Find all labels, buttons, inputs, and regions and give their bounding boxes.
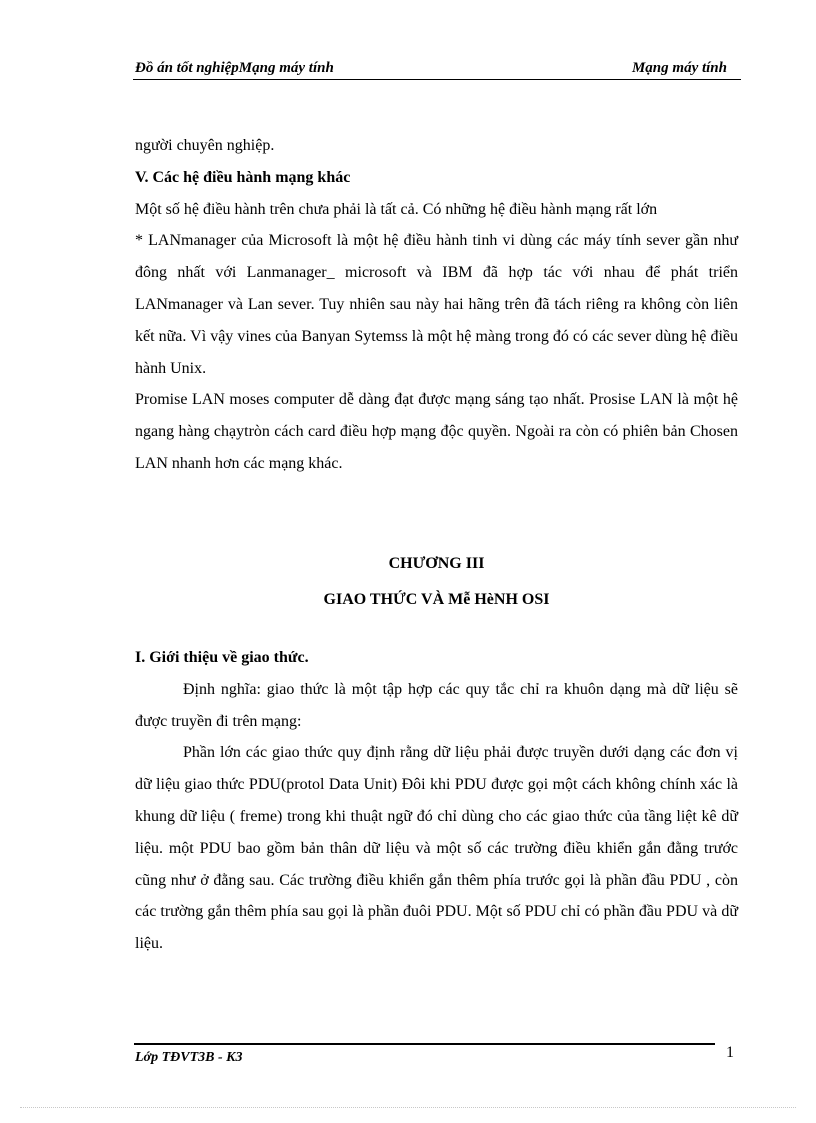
page-header xyxy=(133,57,741,80)
paragraph-promise-lan: Promise LAN moses computer dễ dàng đạt được mạng sáng tạo nhất. Prosise LAN là một hệ ngang hàng chạytròn cách card điều hợp mạng độc quyền. Ngoài ra còn có phiên bản Chosen LAN nhanh hơn các mạng khác. xyxy=(135,391,738,472)
page-bottom-dotted-border xyxy=(20,1107,796,1108)
footer-class-label: Lớp TĐVT3B - K3 xyxy=(135,1050,243,1065)
header-right-title: Mạng máy tính xyxy=(631,60,727,76)
section-heading-protocol-intro: I. Giới thiệu về giao thức. xyxy=(135,649,309,666)
chapter-title: GIAO THỨC VÀ Mễ HèNH OSI xyxy=(323,591,550,608)
header-left-title: Đồ án tốt nghiệpMạng máy tính xyxy=(135,60,334,76)
paragraph-lanmanager: * LANmanager của Microsoft là một hệ điều hành tinh vi dùng các máy tính sever gần như đông nhất với Lanmanager_ microsoft và IBM đã hợp tác với nhau để phát triển LANmanager và Lan sever. Tuy nhiên sau này hai hãng trên đã tách riêng ra không còn liên kết nữa. Vì vậy vines của Banyan Sytemss là một hệ màng trong đó có các sever dùng hệ điều hành Unix. xyxy=(135,232,738,377)
section-heading-other-os: V. Các hệ điều hành mạng khác xyxy=(135,168,351,186)
protocol-section xyxy=(135,642,738,960)
paragraph-protocol-definition: Định nghĩa: giao thức là một tập hợp các quy tắc chỉ ra khuôn dạng mà dữ liệu sẽ được truyền đi trên mạng: xyxy=(135,680,738,730)
paragraph-other-os-intro: Một số hệ điều hành trên chưa phải là tất cả. Có những hệ điều hành mạng rất lớn xyxy=(135,200,658,218)
chapter-number: CHƯƠNG III xyxy=(388,555,485,572)
page-number: 1 xyxy=(726,1044,734,1061)
footer-divider xyxy=(134,1043,715,1045)
paragraph-continuation: người chuyên nghiệp. xyxy=(135,137,275,154)
body-text-block xyxy=(135,130,738,480)
paragraph-pdu: Phần lớn các giao thức quy định rằng dữ liệu phải được truyền dưới dạng các đơn vị dữ liệu giao thức PDU(protol Data Unit) Đôi khi PDU được gọi một cách không chính xác là khung dữ liệu ( freme) trong khi thuật ngữ đó chỉ dùng cho các giao thức của tầng liệt kê dữ liệu. một PDU bao gồm bản thân dữ liệu và một số các trường điều khiển gắn đằng trước cũng như ở đằng sau. Các trường điều khiển gắn thêm phía trước gọi là phần đầu PDU , còn các trường gắn thêm phía sau gọi là phần đuôi PDU. Một số PDU chỉ có phần đầu PDU và dữ liệu. xyxy=(135,744,738,953)
